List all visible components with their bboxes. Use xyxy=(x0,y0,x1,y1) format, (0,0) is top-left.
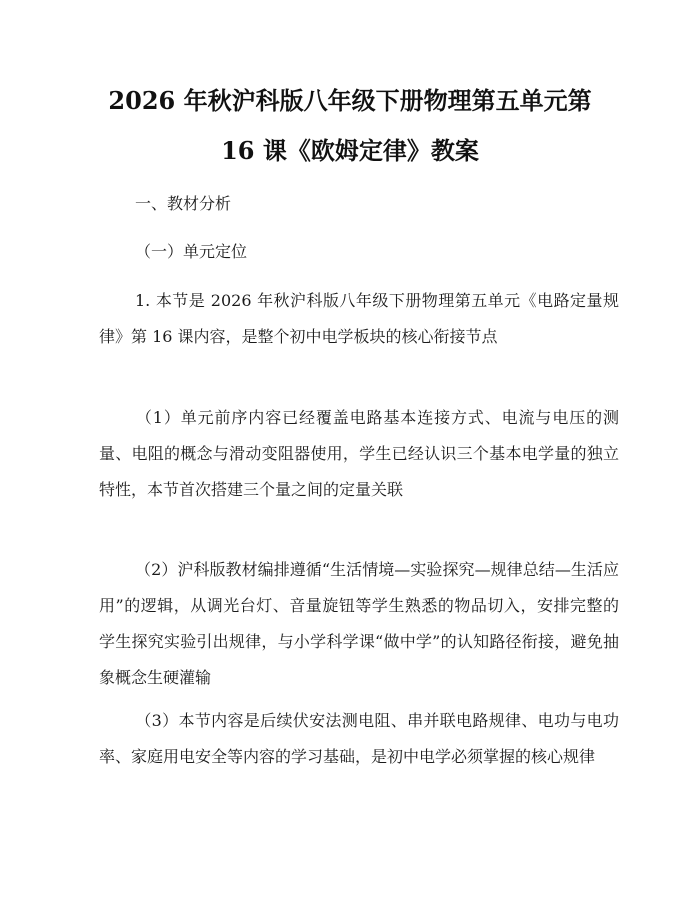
section-heading-textbook-analysis: 一、教材分析 xyxy=(135,194,232,213)
paragraph-2-text: （1）单元前序内容已经覆盖电路基本连接方式、电流与电压的测量、电阻的概念与滑动变阻器使用，学生已经认识三个基本电学量的独立特性，本节首次搭建三个量之间的定量关联 xyxy=(99,408,619,499)
document-title-line-1: 2026 年秋沪科版八年级下册物理第五单元第 xyxy=(108,86,592,115)
document-title-line-2: 16 课《欧姆定律》教案 xyxy=(221,136,479,165)
paragraph-4-text: （3）本节内容是后续伏安法测电阻、串并联电路规律、电功与电功率、家庭用电安全等内容的学习基础，是初中电学必须掌握的核心规律 xyxy=(99,711,619,766)
paragraph-1 xyxy=(99,283,619,355)
paragraph-3 xyxy=(99,552,619,696)
paragraph-2 xyxy=(99,400,619,508)
paragraph-1-text: 1. 本节是 2026 年秋沪科版八年级下册物理第五单元《电路定量规律》第 16 课内容，是整个初中电学板块的核心衔接节点 xyxy=(99,291,619,346)
paragraph-3-text: （2）沪科版教材编排遵循“生活情境—实验探究—规律总结—生活应用”的逻辑，从调光台灯、音量旋钮等学生熟悉的物品切入，安排完整的学生探究实验引出规律，与小学科学课“做中学”的认知路径衔接，避免抽象概念生硬灌输 xyxy=(99,560,619,687)
paragraph-4 xyxy=(99,703,619,775)
subsection-heading-unit-position: （一）单元定位 xyxy=(135,242,248,261)
